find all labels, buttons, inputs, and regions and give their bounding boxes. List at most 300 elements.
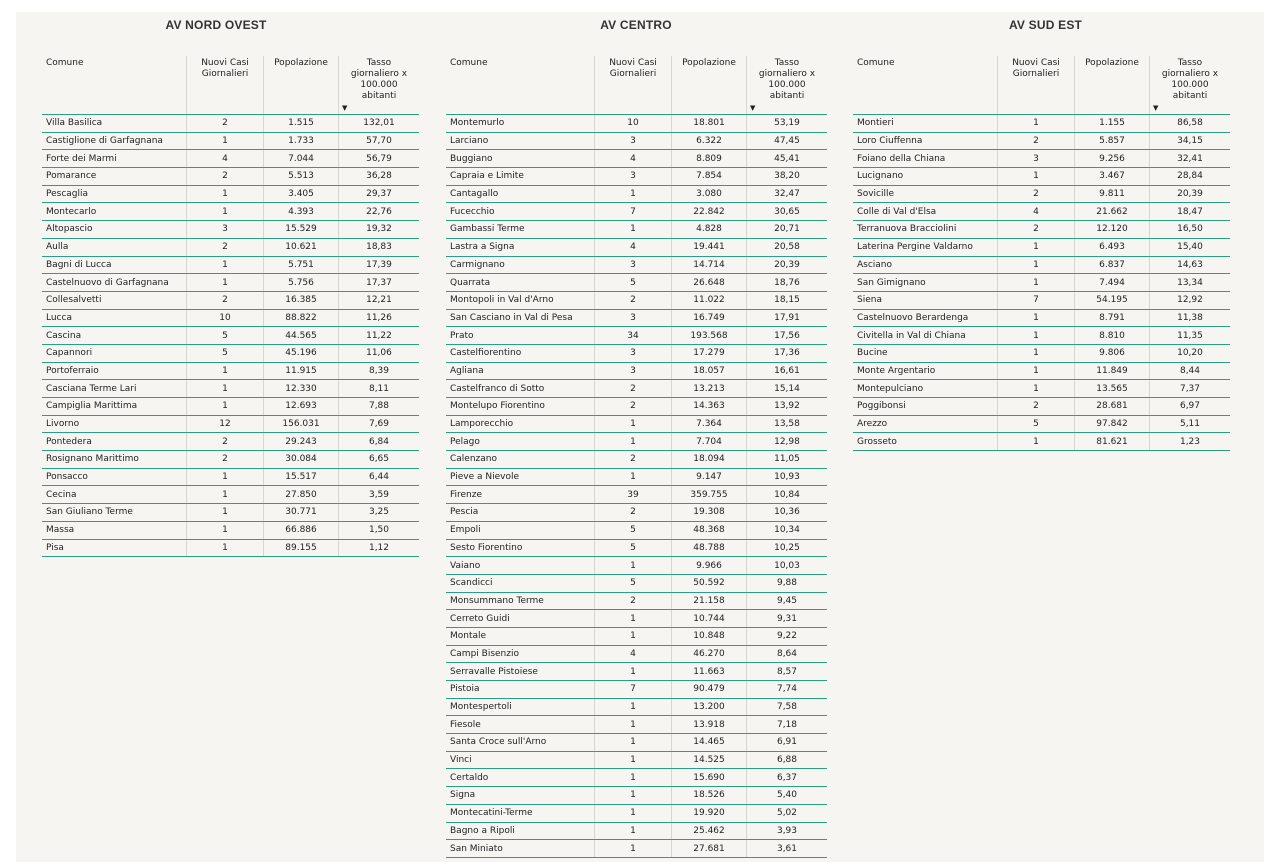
cell-popolazione: 13.565 <box>1075 380 1150 398</box>
cell-tasso: 30,65 <box>747 203 828 221</box>
cell-popolazione: 12.330 <box>264 380 339 398</box>
cell-popolazione: 10.621 <box>264 238 339 256</box>
cell-comune: Bagno a Ripoli <box>446 822 595 840</box>
cell-popolazione: 54.195 <box>1075 291 1150 309</box>
cell-comune: Pontedera <box>42 433 187 451</box>
cell-tasso: 12,98 <box>747 433 828 451</box>
cell-popolazione: 13.213 <box>672 380 747 398</box>
cell-comune: Grosseto <box>853 433 998 451</box>
cell-tasso: 10,03 <box>747 557 828 575</box>
cell-nuovi-casi: 1 <box>187 256 264 274</box>
cell-tasso: 11,35 <box>1150 327 1231 345</box>
cell-tasso: 11,26 <box>339 309 420 327</box>
cell-comune: Cascina <box>42 327 187 345</box>
cell-tasso: 10,84 <box>747 486 828 504</box>
cell-popolazione: 13.200 <box>672 698 747 716</box>
cell-comune: San Miniato <box>446 840 595 858</box>
cell-nuovi-casi: 3 <box>595 344 672 362</box>
page <box>16 12 1264 862</box>
table-row <box>42 451 419 469</box>
cell-nuovi-casi: 1 <box>595 610 672 628</box>
header-popolazione-label: Popolazione <box>682 58 736 68</box>
cell-nuovi-casi: 2 <box>187 238 264 256</box>
table-row <box>42 468 419 486</box>
cell-nuovi-casi: 1 <box>998 274 1075 292</box>
cell-popolazione: 48.788 <box>672 539 747 557</box>
cell-popolazione: 15.517 <box>264 468 339 486</box>
table-row <box>446 185 827 203</box>
table-row <box>42 132 419 150</box>
cell-comune: Prato <box>446 327 595 345</box>
header-comune[interactable] <box>42 56 187 115</box>
header-popolazione[interactable] <box>672 56 747 115</box>
cell-comune: Quarrata <box>446 274 595 292</box>
cell-nuovi-casi: 1 <box>187 362 264 380</box>
cell-popolazione: 19.441 <box>672 238 747 256</box>
cell-tasso: 5,40 <box>747 787 828 805</box>
cell-popolazione: 89.155 <box>264 539 339 557</box>
header-comune-label: Comune <box>857 58 895 68</box>
cell-tasso: 9,22 <box>747 627 828 645</box>
cell-nuovi-casi: 1 <box>595 663 672 681</box>
cell-popolazione: 6.493 <box>1075 238 1150 256</box>
header-nuovi-casi[interactable] <box>595 56 672 115</box>
cell-popolazione: 11.915 <box>264 362 339 380</box>
cell-nuovi-casi: 1 <box>187 539 264 557</box>
table-row <box>853 221 1230 239</box>
table-body <box>853 115 1230 451</box>
cell-nuovi-casi: 7 <box>998 291 1075 309</box>
table-row <box>446 344 827 362</box>
cell-popolazione: 90.479 <box>672 681 747 699</box>
cell-tasso: 6,65 <box>339 451 420 469</box>
table-row <box>853 415 1230 433</box>
cell-tasso: 7,74 <box>747 681 828 699</box>
cell-comune: Rosignano Marittimo <box>42 451 187 469</box>
cell-comune: Loro Ciuffenna <box>853 132 998 150</box>
cell-nuovi-casi: 1 <box>998 380 1075 398</box>
cell-popolazione: 8.791 <box>1075 309 1150 327</box>
cell-nuovi-casi: 3 <box>595 309 672 327</box>
header-comune-label: Comune <box>46 58 84 68</box>
header-popolazione[interactable] <box>264 56 339 115</box>
table-row <box>446 115 827 133</box>
cell-tasso: 34,15 <box>1150 132 1231 150</box>
cell-tasso: 13,34 <box>1150 274 1231 292</box>
table-row <box>446 521 827 539</box>
cell-popolazione: 359.755 <box>672 486 747 504</box>
cell-comune: Fucecchio <box>446 203 595 221</box>
table-row <box>853 256 1230 274</box>
cell-popolazione: 5.751 <box>264 256 339 274</box>
cell-popolazione: 1.155 <box>1075 115 1150 133</box>
cell-nuovi-casi: 10 <box>595 115 672 133</box>
cell-tasso: 22,76 <box>339 203 420 221</box>
cell-comune: Pisa <box>42 539 187 557</box>
cell-tasso: 10,36 <box>747 504 828 522</box>
cell-tasso: 3,61 <box>747 840 828 858</box>
cell-comune: Livorno <box>42 415 187 433</box>
cell-tasso: 15,40 <box>1150 238 1231 256</box>
table-row <box>42 221 419 239</box>
cell-nuovi-casi: 2 <box>595 592 672 610</box>
cell-nuovi-casi: 1 <box>595 468 672 486</box>
cell-nuovi-casi: 2 <box>998 398 1075 416</box>
cell-comune: Calenzano <box>446 451 595 469</box>
cell-nuovi-casi: 1 <box>998 327 1075 345</box>
table-row <box>446 787 827 805</box>
cell-nuovi-casi: 4 <box>595 150 672 168</box>
cell-nuovi-casi: 2 <box>595 291 672 309</box>
cell-comune: Arezzo <box>853 415 998 433</box>
table-row <box>446 168 827 186</box>
cell-comune: Monsummano Terme <box>446 592 595 610</box>
cell-comune: Agliana <box>446 362 595 380</box>
cell-nuovi-casi: 1 <box>187 185 264 203</box>
table-row <box>42 327 419 345</box>
cell-popolazione: 1.515 <box>264 115 339 133</box>
cell-comune: Campiglia Marittima <box>42 398 187 416</box>
cell-popolazione: 10.848 <box>672 627 747 645</box>
header-tasso[interactable] <box>747 56 828 115</box>
table-row <box>446 610 827 628</box>
table-row <box>42 433 419 451</box>
cell-popolazione: 12.693 <box>264 398 339 416</box>
cell-tasso: 7,69 <box>339 415 420 433</box>
cell-nuovi-casi: 1 <box>187 203 264 221</box>
cell-popolazione: 18.526 <box>672 787 747 805</box>
cell-comune: Vinci <box>446 751 595 769</box>
table-row <box>446 663 827 681</box>
cell-tasso: 9,45 <box>747 592 828 610</box>
cell-tasso: 15,14 <box>747 380 828 398</box>
header-comune[interactable] <box>853 56 998 115</box>
cell-popolazione: 16.749 <box>672 309 747 327</box>
cell-comune: Colle di Val d'Elsa <box>853 203 998 221</box>
cell-popolazione: 45.196 <box>264 344 339 362</box>
cell-popolazione: 9.147 <box>672 468 747 486</box>
cell-comune: Collesalvetti <box>42 291 187 309</box>
cell-comune: Pistoia <box>446 681 595 699</box>
cell-tasso: 11,05 <box>747 451 828 469</box>
cases-table <box>446 56 827 858</box>
table-row <box>446 627 827 645</box>
cell-comune: Scandicci <box>446 574 595 592</box>
cell-nuovi-casi: 4 <box>595 645 672 663</box>
cell-tasso: 11,38 <box>1150 309 1231 327</box>
table-row <box>42 380 419 398</box>
cell-nuovi-casi: 1 <box>998 309 1075 327</box>
sort-descending-icon[interactable]: ▼ <box>1153 104 1159 112</box>
cell-comune: Lucignano <box>853 168 998 186</box>
header-nuovi-casi-label: Nuovi Casi Giornalieri <box>609 58 657 79</box>
cell-tasso: 8,57 <box>747 663 828 681</box>
cell-popolazione: 28.681 <box>1075 398 1150 416</box>
table-row <box>446 822 827 840</box>
cell-popolazione: 15.529 <box>264 221 339 239</box>
cell-comune: Capraia e Limite <box>446 168 595 186</box>
cell-comune: Castiglione di Garfagnana <box>42 132 187 150</box>
cell-tasso: 10,34 <box>747 521 828 539</box>
table-row <box>446 574 827 592</box>
cell-nuovi-casi: 1 <box>998 344 1075 362</box>
cell-comune: Bagni di Lucca <box>42 256 187 274</box>
cell-tasso: 6,44 <box>339 468 420 486</box>
cell-nuovi-casi: 1 <box>998 433 1075 451</box>
header-comune-label: Comune <box>450 58 488 68</box>
cell-popolazione: 18.094 <box>672 451 747 469</box>
table-row <box>446 645 827 663</box>
cell-comune: Serravalle Pistoiese <box>446 663 595 681</box>
cell-nuovi-casi: 12 <box>187 415 264 433</box>
table-row <box>446 840 827 858</box>
cell-nuovi-casi: 1 <box>187 486 264 504</box>
table-row <box>853 185 1230 203</box>
cell-tasso: 6,88 <box>747 751 828 769</box>
table-row <box>853 398 1230 416</box>
table-row <box>42 185 419 203</box>
table-row <box>853 274 1230 292</box>
cell-popolazione: 29.243 <box>264 433 339 451</box>
cell-tasso: 1,12 <box>339 539 420 557</box>
cell-popolazione: 21.158 <box>672 592 747 610</box>
table-row <box>853 150 1230 168</box>
cell-nuovi-casi: 1 <box>595 698 672 716</box>
cell-popolazione: 5.857 <box>1075 132 1150 150</box>
cell-tasso: 18,15 <box>747 291 828 309</box>
cell-popolazione: 15.690 <box>672 769 747 787</box>
header-popolazione-label: Popolazione <box>1085 58 1139 68</box>
cell-nuovi-casi: 2 <box>187 433 264 451</box>
table-row <box>446 592 827 610</box>
cell-tasso: 5,02 <box>747 804 828 822</box>
table-row <box>446 132 827 150</box>
cell-tasso: 12,21 <box>339 291 420 309</box>
table-row <box>42 274 419 292</box>
table-row <box>42 168 419 186</box>
cell-tasso: 1,23 <box>1150 433 1231 451</box>
cell-tasso: 10,20 <box>1150 344 1231 362</box>
cell-comune: Lamporecchio <box>446 415 595 433</box>
cell-popolazione: 5.756 <box>264 274 339 292</box>
header-nuovi-casi[interactable] <box>998 56 1075 115</box>
table-row <box>446 734 827 752</box>
header-tasso-label: Tasso giornaliero x 100.000 abitanti <box>758 58 816 101</box>
cell-tasso: 6,37 <box>747 769 828 787</box>
cell-popolazione: 25.462 <box>672 822 747 840</box>
cell-tasso: 10,93 <box>747 468 828 486</box>
header-tasso[interactable] <box>339 56 420 115</box>
cell-nuovi-casi: 4 <box>595 238 672 256</box>
cell-tasso: 6,91 <box>747 734 828 752</box>
cell-comune: Capannori <box>42 344 187 362</box>
cell-comune: Montelupo Fiorentino <box>446 398 595 416</box>
cell-popolazione: 46.270 <box>672 645 747 663</box>
cell-comune: Signa <box>446 787 595 805</box>
cell-nuovi-casi: 5 <box>187 344 264 362</box>
cell-popolazione: 6.837 <box>1075 256 1150 274</box>
cell-comune: Siena <box>853 291 998 309</box>
cell-comune: Aulla <box>42 238 187 256</box>
cell-popolazione: 7.364 <box>672 415 747 433</box>
header-popolazione[interactable] <box>1075 56 1150 115</box>
cell-comune: Montecarlo <box>42 203 187 221</box>
cell-comune: Empoli <box>446 521 595 539</box>
cell-tasso: 19,32 <box>339 221 420 239</box>
table-row <box>446 769 827 787</box>
cell-tasso: 6,97 <box>1150 398 1231 416</box>
table-row <box>853 380 1230 398</box>
cell-nuovi-casi: 34 <box>595 327 672 345</box>
table-row <box>42 398 419 416</box>
cell-comune: Montieri <box>853 115 998 133</box>
table-row <box>446 238 827 256</box>
cell-nuovi-casi: 2 <box>595 380 672 398</box>
cell-tasso: 18,47 <box>1150 203 1231 221</box>
cell-nuovi-casi: 1 <box>595 734 672 752</box>
cell-popolazione: 1.733 <box>264 132 339 150</box>
table-row <box>42 362 419 380</box>
cell-popolazione: 9.256 <box>1075 150 1150 168</box>
cell-tasso: 8,11 <box>339 380 420 398</box>
cell-tasso: 32,47 <box>747 185 828 203</box>
table-row <box>446 150 827 168</box>
table-row <box>446 468 827 486</box>
table-row <box>853 132 1230 150</box>
cell-nuovi-casi: 1 <box>187 398 264 416</box>
cell-popolazione: 8.809 <box>672 150 747 168</box>
cell-popolazione: 7.854 <box>672 168 747 186</box>
cell-nuovi-casi: 3 <box>595 256 672 274</box>
cell-comune: Cecina <box>42 486 187 504</box>
cell-tasso: 10,25 <box>747 539 828 557</box>
cell-nuovi-casi: 4 <box>187 150 264 168</box>
cell-comune: Castelnuovo di Garfagnana <box>42 274 187 292</box>
header-tasso[interactable] <box>1150 56 1231 115</box>
cell-nuovi-casi: 1 <box>187 274 264 292</box>
cell-nuovi-casi: 39 <box>595 486 672 504</box>
cell-nuovi-casi: 1 <box>595 433 672 451</box>
header-tasso-label: Tasso giornaliero x 100.000 abitanti <box>350 58 408 101</box>
cell-tasso: 13,58 <box>747 415 828 433</box>
cell-tasso: 32,41 <box>1150 150 1231 168</box>
cell-tasso: 36,28 <box>339 168 420 186</box>
sort-descending-icon[interactable]: ▼ <box>342 104 348 112</box>
cell-comune: Lucca <box>42 309 187 327</box>
cell-comune: Foiano della Chiana <box>853 150 998 168</box>
cases-table <box>42 56 419 557</box>
header-comune[interactable] <box>446 56 595 115</box>
cell-nuovi-casi: 5 <box>998 415 1075 433</box>
cell-comune: Portoferraio <box>42 362 187 380</box>
cell-tasso: 8,44 <box>1150 362 1231 380</box>
table-row <box>446 415 827 433</box>
cell-comune: Altopascio <box>42 221 187 239</box>
cell-nuovi-casi: 1 <box>595 769 672 787</box>
cell-nuovi-casi: 7 <box>595 681 672 699</box>
cell-popolazione: 3.080 <box>672 185 747 203</box>
cell-popolazione: 11.022 <box>672 291 747 309</box>
header-popolazione-label: Popolazione <box>274 58 328 68</box>
cell-comune: Carmignano <box>446 256 595 274</box>
header-nuovi-casi-label: Nuovi Casi Giornalieri <box>201 58 249 79</box>
cell-nuovi-casi: 3 <box>998 150 1075 168</box>
table-row <box>446 716 827 734</box>
table-row <box>42 486 419 504</box>
table-body <box>446 115 827 858</box>
cell-tasso: 11,06 <box>339 344 420 362</box>
cell-tasso: 20,58 <box>747 238 828 256</box>
table-body <box>42 115 419 557</box>
table-row <box>853 168 1230 186</box>
header-nuovi-casi[interactable] <box>187 56 264 115</box>
cell-tasso: 20,71 <box>747 221 828 239</box>
cell-nuovi-casi: 2 <box>595 398 672 416</box>
cell-comune: Villa Basilica <box>42 115 187 133</box>
cell-comune: Pescaglia <box>42 185 187 203</box>
cell-nuovi-casi: 10 <box>187 309 264 327</box>
cell-popolazione: 16.385 <box>264 291 339 309</box>
cell-nuovi-casi: 1 <box>595 557 672 575</box>
cell-tasso: 56,79 <box>339 150 420 168</box>
cell-comune: Gambassi Terme <box>446 221 595 239</box>
cell-comune: Castelnuovo Berardenga <box>853 309 998 327</box>
cell-comune: San Casciano in Val di Pesa <box>446 309 595 327</box>
cell-comune: Ponsacco <box>42 468 187 486</box>
cell-popolazione: 9.966 <box>672 557 747 575</box>
cell-nuovi-casi: 4 <box>998 203 1075 221</box>
cell-tasso: 18,76 <box>747 274 828 292</box>
cell-nuovi-casi: 5 <box>595 274 672 292</box>
cell-comune: Santa Croce sull'Arno <box>446 734 595 752</box>
cell-tasso: 29,37 <box>339 185 420 203</box>
cell-popolazione: 11.849 <box>1075 362 1150 380</box>
cell-tasso: 3,25 <box>339 504 420 522</box>
cell-tasso: 8,39 <box>339 362 420 380</box>
cell-popolazione: 66.886 <box>264 521 339 539</box>
table-row <box>42 521 419 539</box>
sort-descending-icon[interactable]: ▼ <box>750 104 756 112</box>
cell-popolazione: 3.405 <box>264 185 339 203</box>
cell-comune: Montecatini-Terme <box>446 804 595 822</box>
cell-popolazione: 48.368 <box>672 521 747 539</box>
cell-nuovi-casi: 1 <box>187 380 264 398</box>
cell-comune: Cerreto Guidi <box>446 610 595 628</box>
cell-tasso: 7,58 <box>747 698 828 716</box>
cell-tasso: 7,88 <box>339 398 420 416</box>
table-row <box>446 451 827 469</box>
cell-popolazione: 30.084 <box>264 451 339 469</box>
cell-popolazione: 7.704 <box>672 433 747 451</box>
cell-nuovi-casi: 3 <box>595 362 672 380</box>
cell-tasso: 47,45 <box>747 132 828 150</box>
cell-tasso: 7,37 <box>1150 380 1231 398</box>
cell-nuovi-casi: 1 <box>187 132 264 150</box>
cell-popolazione: 22.842 <box>672 203 747 221</box>
table-row <box>446 486 827 504</box>
cell-comune: Poggibonsi <box>853 398 998 416</box>
cell-nuovi-casi: 1 <box>187 504 264 522</box>
cell-comune: Asciano <box>853 256 998 274</box>
cell-comune: Vaiano <box>446 557 595 575</box>
cell-comune: Montepulciano <box>853 380 998 398</box>
cell-comune: Casciana Terme Lari <box>42 380 187 398</box>
cell-nuovi-casi: 1 <box>595 787 672 805</box>
cell-comune: Forte dei Marmi <box>42 150 187 168</box>
table-row <box>446 274 827 292</box>
table-row <box>446 557 827 575</box>
table-row <box>42 256 419 274</box>
